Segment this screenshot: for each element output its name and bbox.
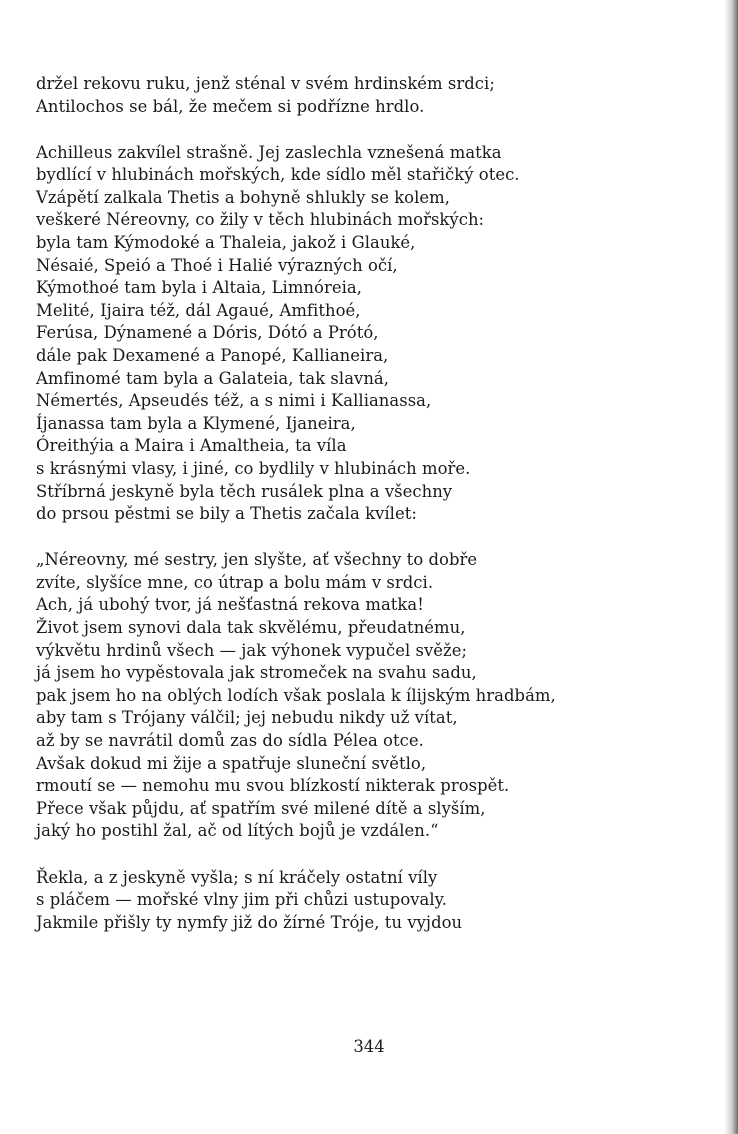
verse-line: Řekla, a z jeskyně vyšla; s ní kráčely ostatní víly bbox=[36, 867, 438, 887]
verse-line: Némertés, Apseudés též, a s nimi i Kallianassa, bbox=[36, 391, 432, 411]
verse-line: Ach, já ubohý tvor, já nešťastná rekova matka! bbox=[36, 595, 424, 615]
page-number: 344 bbox=[353, 1037, 385, 1056]
verse-line: Íjanassa tam byla a Klymené, Ijaneira, bbox=[36, 413, 356, 433]
verse-line: Kýmothoé tam byla i Altaia, Limnóreia, bbox=[36, 278, 362, 298]
verse-line: veškeré Néreovny, co žily v těch hlubinách mořských: bbox=[36, 210, 485, 230]
verse-line: já jsem ho vypěstovala jak stromeček na svahu sadu, bbox=[36, 663, 477, 683]
verse-line: rmoutí se — nemohu mu svou blízkostí nikterak prospět. bbox=[36, 776, 510, 796]
verse-line: byla tam Kýmodoké a Thaleia, jakož i Glauké, bbox=[36, 233, 416, 253]
verse-line: Stříbrná jeskyně byla těch rusálek plna a všechny bbox=[36, 481, 453, 501]
verse-line: „Néreovny, mé sestry, jen slyšte, ať všechny to dobře bbox=[36, 550, 478, 570]
verse-line: Antilochos se bál, že mečem si podřízne hrdlo. bbox=[36, 96, 425, 116]
verse-line: Přece však půjdu, ať spatřím své milené dítě a slyším, bbox=[36, 798, 486, 818]
verse-line: Vzápětí zalkala Thetis a bohyně shlukly se kolem, bbox=[36, 187, 450, 207]
verse-line: Ferúsa, Dýnamené a Dóris, Dótó a Prótó, bbox=[36, 323, 379, 343]
verse-line: držel rekovu ruku, jenž sténal v svém hrdinském srdci; bbox=[36, 74, 495, 93]
stanza bbox=[36, 867, 726, 935]
verse-line: zvíte, slyšíce mne, co útrap a bolu mám v srdci. bbox=[36, 572, 434, 592]
verse-line: Nésaié, Speió a Thoé i Halié výrazných očí, bbox=[36, 255, 398, 275]
stanza bbox=[36, 73, 726, 118]
verse-line: Amfinomé tam byla a Galateia, tak slavná, bbox=[36, 368, 390, 388]
verse-line: až by se navrátil domů zas do sídla Pélea otce. bbox=[36, 731, 424, 751]
verse-line: pak jsem ho na oblých lodích však poslala k ílijským hradbám, bbox=[36, 685, 556, 705]
verse-line: do prsou pěstmi se bily a Thetis začala kvílet: bbox=[36, 504, 417, 524]
verse-line: s pláčem — mořské vlny jim při chůzi ustupovaly. bbox=[36, 890, 448, 910]
verse-line: bydlící v hlubinách mořských, kde sídlo měl stařičký otec. bbox=[36, 165, 520, 185]
verse-line: Avšak dokud mi žije a spatřuje sluneční světlo, bbox=[36, 753, 427, 773]
verse-line: s krásnými vlasy, i jiné, co bydlily v hlubinách moře. bbox=[36, 459, 471, 478]
verse-line: výkvětu hrdinů všech — jak výhonek vypučel svěže; bbox=[36, 640, 468, 660]
verse-line: Život jsem synovi dala tak skvělému, přeudatnému, bbox=[36, 618, 466, 638]
stanza bbox=[36, 549, 726, 843]
verse-line: dále pak Dexamené a Panopé, Kallianeira, bbox=[36, 346, 389, 366]
poem-text bbox=[36, 73, 726, 934]
verse-line: Jakmile přišly ty nymfy již do žírné Tróje, tu vyjdou bbox=[36, 912, 463, 932]
verse-line: aby tam s Trójany válčil; jej nebudu nikdy už vítat, bbox=[36, 708, 458, 728]
verse-line: Achilleus zakvílel strašně. Jej zaslechla vznešená matka bbox=[36, 142, 502, 162]
page-edge-shadow bbox=[724, 0, 738, 1134]
verse-line: jaký ho postihl žal, ač od lítých bojů je vzdálen.“ bbox=[36, 821, 439, 841]
verse-line: Óreithýia a Maira i Amaltheia, ta víla bbox=[36, 436, 347, 456]
stanza bbox=[36, 142, 726, 526]
verse-line: Melité, Ijaira též, dál Agaué, Amfithoé, bbox=[36, 300, 361, 320]
